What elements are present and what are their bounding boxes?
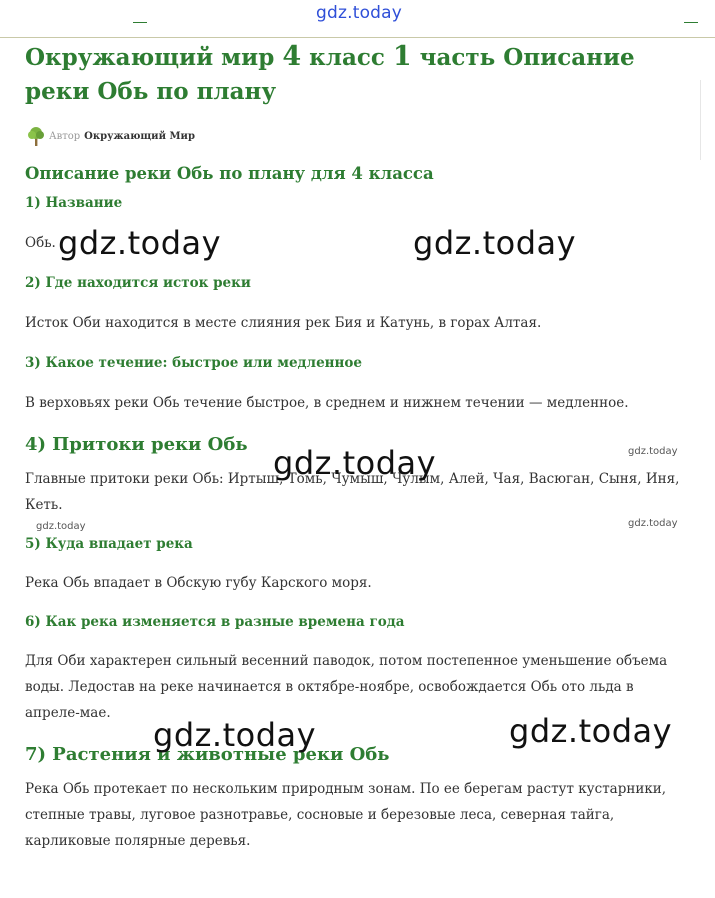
item-2-heading: 2) Где находится исток реки <box>25 275 251 291</box>
item-5-text: Река Обь впадает в Обскую губу Карского моря. <box>25 575 372 591</box>
item-6-heading: 6) Как река изменяется в разные времена года <box>25 614 405 630</box>
top-bar <box>0 0 715 38</box>
item-7-heading: 7) Растения и животные реки Обь <box>25 744 390 765</box>
top-bar-dash-left <box>133 22 147 23</box>
section-heading: Описание реки Обь по плану для 4 класса <box>25 164 434 183</box>
sidebar-edge <box>700 80 701 160</box>
item-6-text: Для Оби характерен сильный весенний паводок, потом постепенное уменьшение объема воды. Ледостав на реке начинается в октябре-ноябре, освобождается Обь ото льда в апреле-мае. <box>25 653 668 721</box>
item-3-text: В верховьях реки Обь течение быстрое, в среднем и нижнем течении — медленное. <box>25 395 629 411</box>
title-grade-number: 4 <box>282 41 302 72</box>
title-part-2: класс <box>301 44 393 71</box>
item-7-text: Река Обь протекает по нескольким природным зонам. По ее берегам растут кустарники, степные травы, луговое разнотравье, сосновые и березовые леса, северная тайга, карликовые полярные деревья. <box>25 781 667 849</box>
watermark: gdz.today <box>153 716 317 754</box>
item-4-text: Главные притоки реки Обь: Иртыш, Томь, Чумыш, Чулым, Алей, Чая, Васюган, Сыня, Иня, Кеть. <box>25 471 680 513</box>
tree-icon <box>25 125 47 147</box>
item-2-text: Исток Оби находится в месте слияния рек Бия и Катунь, в горах Алтая. <box>25 315 542 331</box>
watermark: gdz.today <box>509 712 673 750</box>
top-bar-dash-right <box>684 22 698 23</box>
page-title <box>25 38 685 109</box>
item-1-text: Обь. <box>25 235 56 251</box>
item-1-heading: 1) Название <box>25 195 123 211</box>
watermark: gdz.today <box>413 224 577 262</box>
watermark-small: gdz.today <box>628 518 678 529</box>
title-part-number: 1 <box>392 41 412 72</box>
author-label: Автор <box>49 130 81 142</box>
title-part-1: Окружающий мир <box>25 44 283 71</box>
item-5-heading: 5) Куда впадает река <box>25 536 193 552</box>
watermark: gdz.today <box>58 224 222 262</box>
watermark: gdz.today <box>273 444 437 482</box>
site-logo[interactable]: gdz.today <box>316 3 403 23</box>
item-4-heading: 4) Притоки реки Обь <box>25 434 248 455</box>
title-part-3: часть Описание реки Обь по плану <box>25 44 635 105</box>
author-line <box>25 123 685 149</box>
watermark-small: gdz.today <box>36 521 86 532</box>
watermark-small: gdz.today <box>628 446 678 457</box>
item-3-heading: 3) Какое течение: быстрое или медленное <box>25 355 363 371</box>
author-name[interactable]: Окружающий Мир <box>84 130 195 142</box>
